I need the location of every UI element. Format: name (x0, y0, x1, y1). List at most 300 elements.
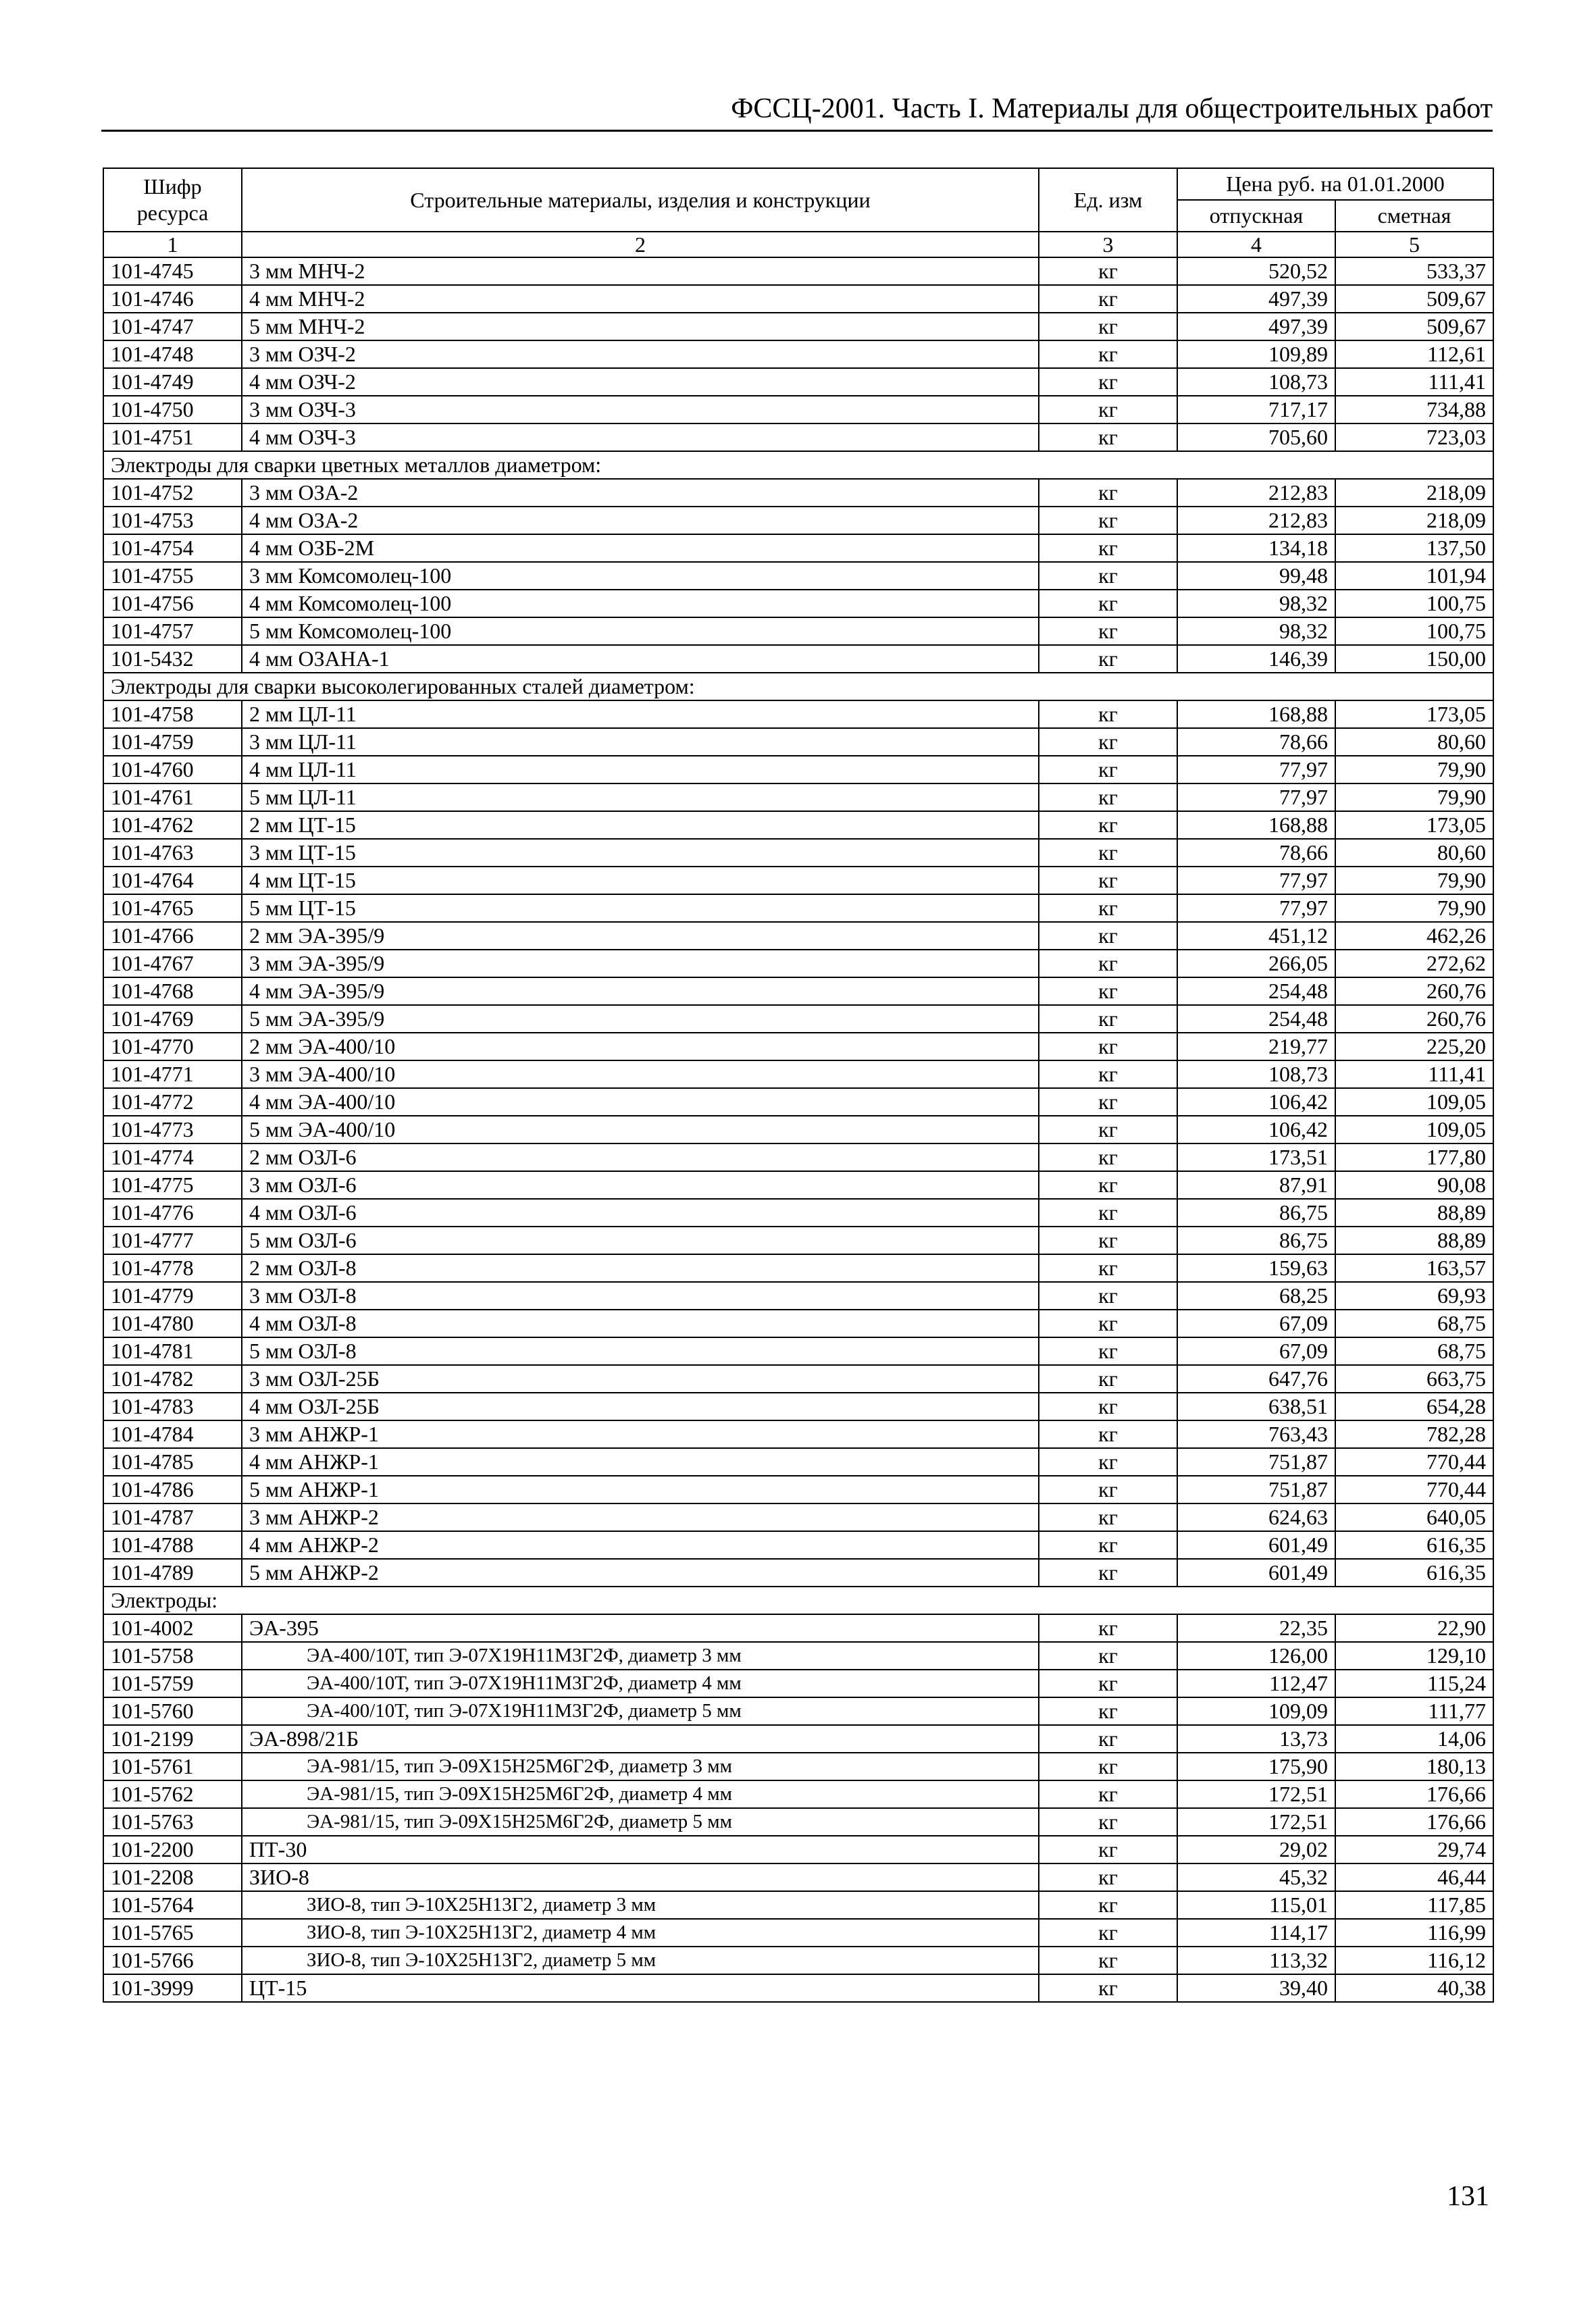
table-row (103, 1863, 1493, 1891)
release-price-cell: 175,90 (1177, 1753, 1335, 1780)
col-header-code: Шифр ресурса (103, 168, 242, 232)
unit-cell: кг (1039, 1254, 1177, 1282)
material-name-cell: 4 мм Комсомолец-100 (242, 590, 1039, 617)
unit-cell: кг (1039, 1503, 1177, 1531)
estimate-price-cell: 115,24 (1335, 1670, 1493, 1697)
estimate-price-cell: 723,03 (1335, 423, 1493, 451)
material-name-cell: 2 мм ОЗЛ-8 (242, 1254, 1039, 1282)
release-price-cell: 254,48 (1177, 1005, 1335, 1033)
material-name-cell: 3 мм ОЗЛ-8 (242, 1282, 1039, 1310)
material-name-cell: ЭА-981/15, тип Э-09Х15Н25М6Г2Ф, диаметр 4 мм (242, 1780, 1039, 1808)
release-price-cell: 77,97 (1177, 756, 1335, 783)
material-name-cell: 3 мм ЦТ-15 (242, 839, 1039, 867)
estimate-price-cell: 80,60 (1335, 728, 1493, 756)
table-row (103, 423, 1493, 451)
release-price-cell: 497,39 (1177, 285, 1335, 313)
unit-cell: кг (1039, 1420, 1177, 1448)
table-row (103, 1033, 1493, 1060)
release-price-cell: 146,39 (1177, 645, 1335, 673)
unit-cell: кг (1039, 617, 1177, 645)
resource-code-cell: 101-4784 (103, 1420, 242, 1448)
release-price-cell: 451,12 (1177, 922, 1335, 950)
release-price-cell: 108,73 (1177, 368, 1335, 396)
material-name-cell: ЭА-395 (242, 1614, 1039, 1642)
material-name-cell: 5 мм ОЗЛ-8 (242, 1337, 1039, 1365)
material-name-cell: 3 мм ОЗА-2 (242, 479, 1039, 507)
resource-code-cell: 101-4771 (103, 1060, 242, 1088)
material-name-cell: ЭА-981/15, тип Э-09Х15Н25М6Г2Ф, диаметр 5 мм (242, 1808, 1039, 1836)
release-price-cell: 497,39 (1177, 313, 1335, 340)
resource-code-cell: 101-5761 (103, 1753, 242, 1780)
material-name-cell: ЭА-898/21Б (242, 1725, 1039, 1753)
resource-code-cell: 101-4762 (103, 811, 242, 839)
unit-cell: кг (1039, 1116, 1177, 1143)
section-heading: Электроды для сварки цветных металлов диаметром: (103, 451, 1493, 479)
unit-cell: кг (1039, 1365, 1177, 1393)
table-row (103, 1060, 1493, 1088)
release-price-cell: 13,73 (1177, 1725, 1335, 1753)
table-row (103, 1559, 1493, 1587)
estimate-price-cell: 109,05 (1335, 1116, 1493, 1143)
unit-cell: кг (1039, 368, 1177, 396)
table-row (103, 1725, 1493, 1753)
unit-cell: кг (1039, 645, 1177, 673)
estimate-price-cell: 218,09 (1335, 479, 1493, 507)
estimate-price-cell: 14,06 (1335, 1725, 1493, 1753)
release-price-cell: 168,88 (1177, 811, 1335, 839)
table-row (103, 1171, 1493, 1199)
estimate-price-cell: 111,41 (1335, 1060, 1493, 1088)
unit-cell: кг (1039, 1836, 1177, 1863)
table-row (103, 1393, 1493, 1420)
col-number: 1 (103, 232, 242, 257)
unit-cell: кг (1039, 534, 1177, 562)
unit-cell: кг (1039, 1337, 1177, 1365)
col-header-unit: Ед. изм (1039, 168, 1177, 232)
table-row (103, 1199, 1493, 1227)
unit-cell: кг (1039, 1476, 1177, 1503)
material-name-cell: 2 мм ОЗЛ-6 (242, 1143, 1039, 1171)
resource-code-cell: 101-4758 (103, 700, 242, 728)
release-price-cell: 113,32 (1177, 1947, 1335, 1974)
material-name-cell: 4 мм ЦТ-15 (242, 867, 1039, 894)
section-row (103, 451, 1493, 479)
release-price-cell: 112,47 (1177, 1670, 1335, 1697)
table-row (103, 313, 1493, 340)
resource-code-cell: 101-3999 (103, 1974, 242, 2002)
resource-code-cell: 101-4777 (103, 1227, 242, 1254)
material-name-cell: 4 мм ЭА-395/9 (242, 977, 1039, 1005)
table-row (103, 534, 1493, 562)
material-name-cell: 5 мм Комсомолец-100 (242, 617, 1039, 645)
resource-code-cell: 101-4789 (103, 1559, 242, 1587)
unit-cell: кг (1039, 1531, 1177, 1559)
resource-code-cell: 101-4781 (103, 1337, 242, 1365)
resource-code-cell: 101-4748 (103, 340, 242, 368)
table-row (103, 507, 1493, 534)
table-row (103, 1780, 1493, 1808)
material-name-cell: 5 мм ЦТ-15 (242, 894, 1039, 922)
unit-cell: кг (1039, 811, 1177, 839)
material-name-cell: 3 мм Комсомолец-100 (242, 562, 1039, 590)
table-row (103, 1753, 1493, 1780)
unit-cell: кг (1039, 1199, 1177, 1227)
estimate-price-cell: 176,66 (1335, 1780, 1493, 1808)
release-price-cell: 98,32 (1177, 617, 1335, 645)
table-row (103, 1697, 1493, 1725)
estimate-price-cell: 116,99 (1335, 1919, 1493, 1947)
resource-code-cell: 101-4764 (103, 867, 242, 894)
unit-cell: кг (1039, 1448, 1177, 1476)
release-price-cell: 763,43 (1177, 1420, 1335, 1448)
release-price-cell: 254,48 (1177, 977, 1335, 1005)
release-price-cell: 67,09 (1177, 1337, 1335, 1365)
resource-code-cell: 101-2199 (103, 1725, 242, 1753)
table-row (103, 1420, 1493, 1448)
unit-cell: кг (1039, 1753, 1177, 1780)
table-row (103, 1614, 1493, 1642)
material-name-cell: 4 мм ОЗЛ-6 (242, 1199, 1039, 1227)
resource-code-cell: 101-4776 (103, 1199, 242, 1227)
material-name-cell: ЦТ-15 (242, 1974, 1039, 2002)
resource-code-cell: 101-4745 (103, 257, 242, 285)
estimate-price-cell: 68,75 (1335, 1310, 1493, 1337)
resource-code-cell: 101-4775 (103, 1171, 242, 1199)
material-name-cell: 3 мм ОЗЛ-25Б (242, 1365, 1039, 1393)
resource-code-cell: 101-5760 (103, 1697, 242, 1725)
resource-code-cell: 101-4786 (103, 1476, 242, 1503)
resource-code-cell: 101-5759 (103, 1670, 242, 1697)
estimate-price-cell: 533,37 (1335, 257, 1493, 285)
table-row (103, 617, 1493, 645)
material-name-cell: ЭА-400/10Т, тип Э-07Х19Н11М3Г2Ф, диаметр 5 мм (242, 1697, 1039, 1725)
estimate-price-cell: 616,35 (1335, 1559, 1493, 1587)
material-name-cell: 3 мм ОЗЧ-3 (242, 396, 1039, 423)
resource-code-cell: 101-4755 (103, 562, 242, 590)
material-name-cell: ЗИО-8, тип Э-10Х25Н13Г2, диаметр 3 мм (242, 1891, 1039, 1919)
estimate-price-cell: 79,90 (1335, 756, 1493, 783)
table-row (103, 811, 1493, 839)
estimate-price-cell: 509,67 (1335, 285, 1493, 313)
estimate-price-cell: 150,00 (1335, 645, 1493, 673)
estimate-price-cell: 137,50 (1335, 534, 1493, 562)
material-name-cell: 4 мм АНЖР-2 (242, 1531, 1039, 1559)
unit-cell: кг (1039, 950, 1177, 977)
table-row (103, 839, 1493, 867)
resource-code-cell: 101-5766 (103, 1947, 242, 1974)
unit-cell: кг (1039, 479, 1177, 507)
estimate-price-cell: 22,90 (1335, 1614, 1493, 1642)
unit-cell: кг (1039, 1947, 1177, 1974)
resource-code-cell: 101-5763 (103, 1808, 242, 1836)
release-price-cell: 39,40 (1177, 1974, 1335, 2002)
release-price-cell: 68,25 (1177, 1282, 1335, 1310)
resource-code-cell: 101-4002 (103, 1614, 242, 1642)
material-name-cell: ЗИО-8, тип Э-10Х25Н13Г2, диаметр 4 мм (242, 1919, 1039, 1947)
unit-cell: кг (1039, 562, 1177, 590)
table-row (103, 479, 1493, 507)
estimate-price-cell: 734,88 (1335, 396, 1493, 423)
resource-code-cell: 101-4788 (103, 1531, 242, 1559)
material-name-cell: 5 мм ОЗЛ-6 (242, 1227, 1039, 1254)
col-number: 3 (1039, 232, 1177, 257)
unit-cell: кг (1039, 1919, 1177, 1947)
resource-code-cell: 101-4760 (103, 756, 242, 783)
unit-cell: кг (1039, 396, 1177, 423)
release-price-cell: 601,49 (1177, 1531, 1335, 1559)
estimate-price-cell: 640,05 (1335, 1503, 1493, 1531)
unit-cell: кг (1039, 1780, 1177, 1808)
table-row (103, 368, 1493, 396)
material-name-cell: 4 мм ОЗЛ-25Б (242, 1393, 1039, 1420)
estimate-price-cell: 109,05 (1335, 1088, 1493, 1116)
material-name-cell: 3 мм АНЖР-2 (242, 1503, 1039, 1531)
estimate-price-cell: 69,93 (1335, 1282, 1493, 1310)
table-row (103, 1227, 1493, 1254)
estimate-price-cell: 112,61 (1335, 340, 1493, 368)
release-price-cell: 173,51 (1177, 1143, 1335, 1171)
table-row (103, 1531, 1493, 1559)
unit-cell: кг (1039, 922, 1177, 950)
section-heading: Электроды для сварки высоколегированных сталей диаметром: (103, 673, 1493, 700)
estimate-price-cell: 509,67 (1335, 313, 1493, 340)
material-name-cell: ПТ-30 (242, 1836, 1039, 1863)
resource-code-cell: 101-4763 (103, 839, 242, 867)
table-row (103, 1088, 1493, 1116)
estimate-price-cell: 260,76 (1335, 1005, 1493, 1033)
estimate-price-cell: 770,44 (1335, 1448, 1493, 1476)
material-name-cell: 4 мм ЭА-400/10 (242, 1088, 1039, 1116)
resource-code-cell: 101-4750 (103, 396, 242, 423)
material-name-cell: 4 мм ЦЛ-11 (242, 756, 1039, 783)
table-row (103, 922, 1493, 950)
estimate-price-cell: 180,13 (1335, 1753, 1493, 1780)
material-name-cell: 4 мм ОЗАНА-1 (242, 645, 1039, 673)
estimate-price-cell: 177,80 (1335, 1143, 1493, 1171)
table-row (103, 1808, 1493, 1836)
estimate-price-cell: 68,75 (1335, 1337, 1493, 1365)
table-row (103, 1310, 1493, 1337)
table-row (103, 950, 1493, 977)
unit-cell: кг (1039, 756, 1177, 783)
resource-code-cell: 101-2208 (103, 1863, 242, 1891)
unit-cell: кг (1039, 1725, 1177, 1753)
table-row (103, 645, 1493, 673)
material-name-cell: ЭА-981/15, тип Э-09Х15Н25М6Г2Ф, диаметр 3 мм (242, 1753, 1039, 1780)
release-price-cell: 159,63 (1177, 1254, 1335, 1282)
col-header-estimate-price: сметная (1335, 200, 1493, 232)
unit-cell: кг (1039, 507, 1177, 534)
estimate-price-cell: 218,09 (1335, 507, 1493, 534)
unit-cell: кг (1039, 1614, 1177, 1642)
table-row (103, 1282, 1493, 1310)
estimate-price-cell: 272,62 (1335, 950, 1493, 977)
table-row (103, 977, 1493, 1005)
release-price-cell: 168,88 (1177, 700, 1335, 728)
resource-code-cell: 101-4765 (103, 894, 242, 922)
table-row (103, 700, 1493, 728)
resource-code-cell: 101-4746 (103, 285, 242, 313)
release-price-cell: 106,42 (1177, 1088, 1335, 1116)
resource-code-cell: 101-4779 (103, 1282, 242, 1310)
unit-cell: кг (1039, 977, 1177, 1005)
release-price-cell: 77,97 (1177, 894, 1335, 922)
material-name-cell: ЗИО-8 (242, 1863, 1039, 1891)
table-row (103, 867, 1493, 894)
table-row (103, 1143, 1493, 1171)
unit-cell: кг (1039, 340, 1177, 368)
col-header-release-price: отпускная (1177, 200, 1335, 232)
unit-cell: кг (1039, 894, 1177, 922)
estimate-price-cell: 100,75 (1335, 617, 1493, 645)
table-row (103, 894, 1493, 922)
resource-code-cell: 101-5432 (103, 645, 242, 673)
estimate-price-cell: 46,44 (1335, 1863, 1493, 1891)
estimate-price-cell: 116,12 (1335, 1947, 1493, 1974)
release-price-cell: 751,87 (1177, 1476, 1335, 1503)
estimate-price-cell: 101,94 (1335, 562, 1493, 590)
resource-code-cell: 101-4773 (103, 1116, 242, 1143)
resource-code-cell: 101-4752 (103, 479, 242, 507)
resource-code-cell: 101-4783 (103, 1393, 242, 1420)
material-name-cell: 3 мм ЭА-395/9 (242, 950, 1039, 977)
estimate-price-cell: 616,35 (1335, 1531, 1493, 1559)
table-row (103, 1947, 1493, 1974)
table-row (103, 590, 1493, 617)
resource-code-cell: 101-4782 (103, 1365, 242, 1393)
unit-cell: кг (1039, 423, 1177, 451)
resource-code-cell: 101-4780 (103, 1310, 242, 1337)
resource-code-cell: 101-4766 (103, 922, 242, 950)
release-price-cell: 109,89 (1177, 340, 1335, 368)
release-price-cell: 45,32 (1177, 1863, 1335, 1891)
release-price-cell: 638,51 (1177, 1393, 1335, 1420)
table-row (103, 1116, 1493, 1143)
table-row (103, 257, 1493, 285)
release-price-cell: 77,97 (1177, 783, 1335, 811)
material-name-cell: 3 мм АНЖР-1 (242, 1420, 1039, 1448)
table-row (103, 562, 1493, 590)
material-name-cell: 4 мм ОЗЛ-8 (242, 1310, 1039, 1337)
table-row (103, 1974, 1493, 2002)
resource-code-cell: 101-4747 (103, 313, 242, 340)
material-name-cell: 2 мм ЦТ-15 (242, 811, 1039, 839)
release-price-cell: 78,66 (1177, 728, 1335, 756)
estimate-price-cell: 79,90 (1335, 783, 1493, 811)
unit-cell: кг (1039, 590, 1177, 617)
release-price-cell: 98,32 (1177, 590, 1335, 617)
unit-cell: кг (1039, 1171, 1177, 1199)
resource-code-cell: 101-4754 (103, 534, 242, 562)
resource-code-cell: 101-4774 (103, 1143, 242, 1171)
release-price-cell: 212,83 (1177, 507, 1335, 534)
unit-cell: кг (1039, 839, 1177, 867)
col-header-name: Строительные материалы, изделия и конструкции (242, 168, 1039, 232)
unit-cell: кг (1039, 313, 1177, 340)
col-number: 2 (242, 232, 1039, 257)
resource-code-cell: 101-4778 (103, 1254, 242, 1282)
table-row (103, 1919, 1493, 1947)
resource-code-cell: 101-5758 (103, 1642, 242, 1670)
material-name-cell: 2 мм ЭА-395/9 (242, 922, 1039, 950)
unit-cell: кг (1039, 1891, 1177, 1919)
material-name-cell: ЗИО-8, тип Э-10Х25Н13Г2, диаметр 5 мм (242, 1947, 1039, 1974)
estimate-price-cell: 117,85 (1335, 1891, 1493, 1919)
resource-code-cell: 101-4787 (103, 1503, 242, 1531)
release-price-cell: 520,52 (1177, 257, 1335, 285)
material-name-cell: 4 мм ОЗЧ-2 (242, 368, 1039, 396)
estimate-price-cell: 29,74 (1335, 1836, 1493, 1863)
material-name-cell: 3 мм ОЗЛ-6 (242, 1171, 1039, 1199)
estimate-price-cell: 163,57 (1335, 1254, 1493, 1282)
unit-cell: кг (1039, 1974, 1177, 2002)
release-price-cell: 172,51 (1177, 1780, 1335, 1808)
estimate-price-cell: 40,38 (1335, 1974, 1493, 2002)
unit-cell: кг (1039, 1863, 1177, 1891)
estimate-price-cell: 111,41 (1335, 368, 1493, 396)
release-price-cell: 717,17 (1177, 396, 1335, 423)
estimate-price-cell: 80,60 (1335, 839, 1493, 867)
unit-cell: кг (1039, 1808, 1177, 1836)
table-row (103, 340, 1493, 368)
resource-code-cell: 101-4772 (103, 1088, 242, 1116)
unit-cell: кг (1039, 1005, 1177, 1033)
material-name-cell: 3 мм ЦЛ-11 (242, 728, 1039, 756)
release-price-cell: 87,91 (1177, 1171, 1335, 1199)
estimate-price-cell: 79,90 (1335, 867, 1493, 894)
estimate-price-cell: 173,05 (1335, 700, 1493, 728)
table-row (103, 1448, 1493, 1476)
unit-cell: кг (1039, 1088, 1177, 1116)
table-row (103, 756, 1493, 783)
release-price-cell: 106,42 (1177, 1116, 1335, 1143)
release-price-cell: 29,02 (1177, 1836, 1335, 1863)
material-name-cell: 5 мм МНЧ-2 (242, 313, 1039, 340)
release-price-cell: 126,00 (1177, 1642, 1335, 1670)
unit-cell: кг (1039, 1033, 1177, 1060)
estimate-price-cell: 88,89 (1335, 1227, 1493, 1254)
material-name-cell: 5 мм ЦЛ-11 (242, 783, 1039, 811)
page-number: 131 (1447, 2181, 1489, 2212)
material-name-cell: 4 мм ОЗБ-2М (242, 534, 1039, 562)
section-row (103, 1587, 1493, 1614)
release-price-cell: 219,77 (1177, 1033, 1335, 1060)
release-price-cell: 705,60 (1177, 423, 1335, 451)
unit-cell: кг (1039, 1697, 1177, 1725)
release-price-cell: 134,18 (1177, 534, 1335, 562)
unit-cell: кг (1039, 1310, 1177, 1337)
estimate-price-cell: 770,44 (1335, 1476, 1493, 1503)
resource-code-cell: 101-4753 (103, 507, 242, 534)
resource-code-cell: 101-4785 (103, 1448, 242, 1476)
estimate-price-cell: 129,10 (1335, 1642, 1493, 1670)
unit-cell: кг (1039, 783, 1177, 811)
table-row (103, 1503, 1493, 1531)
materials-price-table (103, 168, 1494, 2003)
release-price-cell: 108,73 (1177, 1060, 1335, 1088)
estimate-price-cell: 173,05 (1335, 811, 1493, 839)
release-price-cell: 86,75 (1177, 1227, 1335, 1254)
release-price-cell: 624,63 (1177, 1503, 1335, 1531)
estimate-price-cell: 90,08 (1335, 1171, 1493, 1199)
estimate-price-cell: 79,90 (1335, 894, 1493, 922)
page-header-title: ФССЦ-2001. Часть I. Материалы для общестроительных работ (731, 93, 1493, 124)
resource-code-cell: 101-4770 (103, 1033, 242, 1060)
estimate-price-cell: 654,28 (1335, 1393, 1493, 1420)
table-row (103, 285, 1493, 313)
material-name-cell: 4 мм ОЗЧ-3 (242, 423, 1039, 451)
resource-code-cell: 101-5762 (103, 1780, 242, 1808)
